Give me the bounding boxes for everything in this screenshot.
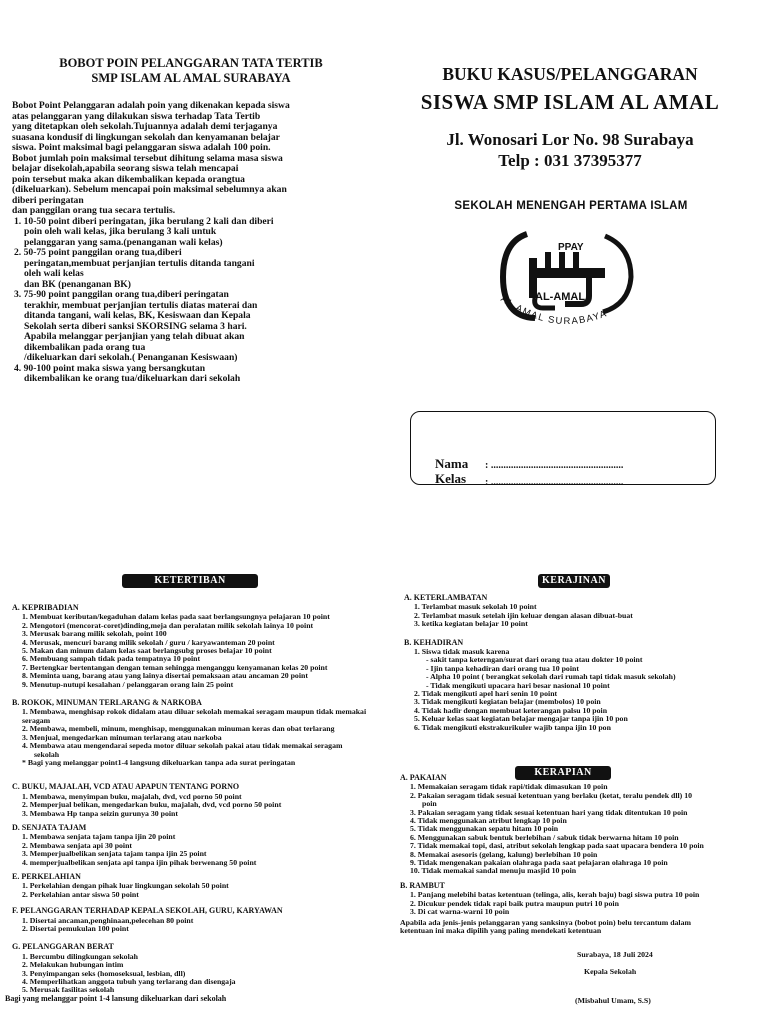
- list-item: 1. Membawa, menyimpan buku, majalah, dvd, vcd porno 50 point: [22, 791, 242, 801]
- section-heading: B. KEHADIRAN: [404, 637, 464, 647]
- signature-name: (Misbahul Umam, S.S): [575, 996, 651, 1005]
- step-line: dan BK (penanganan BK): [24, 278, 131, 290]
- list-item: 2. Mengotori (mencorat-coret)dinding,meja dan peralatan milik sekolah lainya 10 point: [22, 620, 314, 630]
- list-item: poin: [422, 799, 437, 809]
- intro-text: [12, 101, 372, 385]
- step-line: ditanda tangani, wali kelas, BK, Kesiswaan dan Kepala: [24, 310, 251, 321]
- list-item: 3. Penyimpangan seks (homoseksual, lesbian, dll): [22, 968, 186, 978]
- list-item: 9. Tidak mengenakan pakaian olahraga pada saat pelajaran olahraga 10 poin: [410, 858, 668, 868]
- section-heading: A. PAKAIAN: [400, 773, 447, 782]
- step-line: 2. 50-75 point panggilan orang tua,diberi: [14, 247, 182, 258]
- step-line: pelanggaran yang sama.(penanganan wali kelas): [24, 236, 223, 248]
- kelas-label: Kelas: [435, 471, 467, 486]
- intro-line: Bobot Point Pelanggaran adalah poin yang dikenakan kepada siswa: [12, 100, 290, 111]
- list-item: 3. Memperjualbelikan senjata tajam tanpa ijin 25 point: [22, 849, 207, 859]
- list-item: 5. Makan dan minum dalam kelas saat berlangsubg proses belajar 10 point: [22, 646, 272, 656]
- step-line: Apabila melanggar perjanjian yang telah dibuat akan: [24, 331, 245, 342]
- intro-line: yang ditetapkan oleh sekolah.Tujuannya adalah demi terjaganya: [12, 121, 278, 132]
- list-item: 4. Tidak hadir dengan membuat keterangan palsu 10 poin: [414, 705, 608, 715]
- list-item: 3. ketika kegiatan belajar 10 point: [414, 619, 528, 629]
- intro-line: diberi peringatan: [12, 194, 84, 206]
- section-heading: A. KETERLAMBATAN: [404, 593, 488, 602]
- section-heading: F. PELANGGARAN TERHADAP KEPALA SEKOLAH, GURU, KARYAWAN: [12, 906, 283, 916]
- list-item: - Alpha 10 point ( berangkat sekolah dari rumah tapi tidak masuk sekolah): [426, 672, 676, 682]
- list-item: 2. Melakukan hubungan intim: [22, 960, 124, 970]
- left-title: [12, 56, 370, 86]
- list-item: 4. Membawa atau mengendarai sepeda motor diluar sekolah pakai atau tidak memakai seragam: [22, 741, 343, 751]
- list-item: 3. Pakaian seragam yang tidak sesuai ketentuan hari yang tidak ditentukan 10 poin: [410, 807, 688, 817]
- list-item: 1. Membawa senjata tajam tanpa ijin 20 point: [22, 832, 176, 842]
- intro-line: poin tersebut maka akan dikembalikan kepada orangtua: [12, 173, 245, 185]
- logo-arc-text: AL AMAL SURABAYA: [498, 293, 610, 328]
- nama-field[interactable]: : .....................................................: [485, 460, 624, 471]
- section-heading: B. RAMBUT: [400, 880, 445, 890]
- list-item: 1. Memakaian seragam tidak rapi/tidak dimasukan 10 poin: [410, 782, 608, 792]
- kelas-field[interactable]: : .....................................................: [485, 477, 624, 488]
- list-item: 1. Perkelahian dengan pihak luar lingkungan sekolah 50 point: [22, 881, 229, 891]
- school-logo: [485, 222, 645, 332]
- list-item: 2. Memperjual belikan, mengedarkan buku, majalah, dvd, vcd porno 50 point: [22, 800, 282, 810]
- list-item: - sakit tanpa keterngan/surat dari orang tua atau dokter 10 point: [426, 655, 643, 665]
- list-item: 3. Tidak mengikuti kegiatan belajar (membolos) 10 poin: [414, 697, 601, 707]
- list-item: 3. Membawa Hp tanpa seizin gurunya 30 point: [22, 808, 178, 818]
- point-steps: [12, 217, 372, 385]
- list-item: 9. Menutup-nutupi kesalahan / pelanggaran orang lain 25 point: [22, 679, 234, 689]
- cover-title2: SISWA SMP ISLAM AL AMAL: [420, 90, 720, 114]
- signature-date: Surabaya, 18 Juli 2024: [577, 950, 653, 959]
- list-item: 2. Terlambat masuk setelah ijin keluar dengan alasan dibuat-buat: [414, 610, 633, 620]
- list-item: 6. Membuang sampah tidak pada tempatnya 10 point: [22, 654, 201, 664]
- list-item: 3. Di cat warna-warni 10 poin: [410, 907, 510, 917]
- kerajinan-section: [404, 590, 764, 732]
- ketertiban-band: KETERTIBAN: [122, 574, 258, 588]
- list-item: 4. memperjualbelikan senjata api tanpa ijin pihak berwenang 50 point: [22, 857, 257, 867]
- step-line: poin oleh wali kelas, jika berulang 3 kali untuk: [24, 226, 217, 237]
- step-line: 3. 75-90 point panggilan orang tua,diberi peringatan: [14, 289, 229, 300]
- section-heading: C. BUKU, MAJALAH, VCD ATAU APAPUN TENTANG PORNO: [12, 782, 240, 792]
- step-line: Sekolah serta diberi sanksi SKORSING selama 3 hari.: [24, 320, 247, 332]
- list-item: sekolah: [34, 749, 60, 759]
- step-line: 4. 90-100 point maka siswa yang bersangkutan: [14, 362, 206, 374]
- section-heading: E. PERKELAHIAN: [12, 871, 81, 881]
- list-item: 2. Disertai pemukulan 100 point: [22, 924, 129, 933]
- list-item: 4. Memperlihatkan anggota tubuh yang terlarang dan disengaja: [22, 977, 236, 987]
- intro-line: Bobot jumlah poin maksimal tersebut dihitung selama masa siswa: [12, 152, 283, 164]
- intro-paragraph: [12, 101, 372, 217]
- list-item: 10. Tidak memakai sandal menuju masjid 10 poin: [410, 866, 577, 876]
- step-line: oleh wali kelas: [24, 268, 84, 279]
- list-item: * Bagi yang melanggar point1-4 langsung dikeluarkan tanpa ada surat peringatan: [22, 757, 296, 767]
- kerajinan-band: KERAJINAN: [538, 574, 610, 588]
- kerapian-note: [400, 919, 764, 936]
- signature-role: Kepala Sekolah: [584, 967, 637, 976]
- list-item: 1. Membuat keributan/kegaduhan dalam kelas pada saat berlangsungnya pelajaran 10 point: [22, 612, 330, 622]
- intro-line: suasana kondusif di lingkungan sekolah dan kenyamanan belajar: [12, 131, 280, 143]
- list-item: 4. Merusak, mencuri barang milik sekolah / guru / karyawanteman 20 point: [22, 637, 275, 647]
- step-line: peringatan,membuat perjanjian tertulis ditanda tangani: [24, 257, 255, 269]
- list-item: 8. Meminta uang, barang atau yang lainya disertai pemaksaan atau ancaman 20 point: [22, 671, 308, 681]
- step-line: /dikeluarkan dari sekolah.( Penanganan Kesiswaan): [24, 352, 238, 363]
- intro-line: siswa. Point maksimal bagi pelanggaran siswa adalah 100 poin.: [12, 142, 271, 153]
- intro-line: atas pelanggaran yang dilakukan siswa terhadap Tata Tertib: [12, 110, 261, 122]
- list-item: 7. Tidak memakai topi, dasi, atribut sekolah lengkap pada saat upacara bendera 10 poin: [410, 841, 704, 851]
- kerapian-note-line1: Apabila ada jenis-jenis pelanggaran yang sanksinya (bobot poin) belu tercantum dalam: [400, 918, 691, 927]
- list-item: 6. Menggunakan sabuk bentuk berlebihan / sabuk tidak berwarna hitam 10 poin: [410, 832, 679, 842]
- step-line: dikembalikan pada orang tua: [24, 341, 146, 353]
- list-item: 1. Siswa tidak masuk karena: [414, 647, 510, 657]
- school-type: SEKOLAH MENENGAH PERTAMA ISLAM: [454, 200, 688, 212]
- step-line: terakhir, membuat perjanjian tertulis diatas materai dan: [24, 299, 258, 311]
- ketertiban-section: [12, 598, 392, 995]
- cover-address: Jl. Wonosari Lor No. 98 Surabaya: [446, 130, 694, 149]
- logo-top-text: PPAY: [558, 242, 584, 253]
- kerapian-section: [400, 770, 764, 917]
- step-line: 1. 10-50 point diberi peringatan, jika berulang 2 kali dan diberi: [14, 215, 274, 227]
- cover-phone: Telp : 031 37395377: [498, 151, 642, 170]
- list-item: 8. Memakai asesoris (gelang, kalung) berlebihan 10 poin: [410, 849, 598, 859]
- section-heading: D. SENJATA TAJAM: [12, 822, 87, 832]
- section-heading: G. PELANGGARAN BERAT: [12, 942, 114, 952]
- list-item: - Tidak mengikuti upacara hari besar nasional 10 point: [426, 680, 610, 690]
- list-item: 4. Tidak menggunakan atribut lengkap 10 poin: [410, 816, 567, 826]
- kerapian-note-line2: ketentuan ini maka dipilih yang paling mendekati ketentuan: [400, 926, 602, 936]
- left-title-line2: SMP ISLAM AL AMAL SURABAYA: [91, 71, 291, 85]
- list-item: 3. Merusak barang milik sekolah, point 100: [22, 629, 167, 639]
- list-item: 5. Tidak menggunakan sepatu hitam 10 poin: [410, 824, 559, 834]
- step-line: dikembalikan ke orang tua/dikeluarkan dari sekolah: [24, 373, 241, 384]
- list-item: 5. Merusak fasilitas sekolah: [22, 985, 115, 995]
- list-item: 1. Terlambat masuk sekolah 10 point: [414, 602, 537, 612]
- section-heading: A. KEPRIBADIAN: [12, 603, 79, 612]
- list-item: 1. Disertai ancaman,penghinaan,pelecehan 80 point: [22, 915, 194, 925]
- list-item: - Ijin tanpa kehadiran dari orang tua 10 point: [426, 663, 579, 673]
- list-item: 2. Membawa, membeli, minum, menghisap, menggunakan minuman keras dan obat terlarang: [22, 724, 335, 734]
- list-item: 2. Pakaian seragam tidak sesuai ketentuan yang berlaku (ketat, teralu pendek dll) 10: [410, 790, 693, 800]
- intro-line: (dikeluarkan). Sebelum mencapai poin maksimal sebelumnya akan: [12, 184, 287, 195]
- intro-line: belajar disekolah,apabila seorang siswa telah mencapai: [12, 163, 239, 174]
- list-item: 2. Perkelahian antar siswa 50 point: [22, 889, 139, 899]
- kerapian-band: KERAPIAN: [515, 766, 611, 780]
- left-title-line1: BOBOT POIN PELANGGARAN TATA TERTIB: [59, 56, 323, 70]
- list-item: 7. Bertengkar bertentangan dengan teman sehingga menganggu kenyamanan kelas 20 point: [22, 662, 328, 672]
- list-item: 2. Dicukur pendek tidak rapi baik putra maupun putri 10 poin: [410, 898, 619, 908]
- list-item: 5. Keluar kelas saat kegiatan belajar mengajar tanpa ijin 10 pon: [414, 714, 628, 724]
- list-item: 6. Tidak mengikuti ekstrakurikuler wajib tanpa ijin 10 pon: [414, 722, 611, 732]
- list-item: 1. Bercumbu dilingkungan sekolah: [22, 951, 138, 961]
- list-item: 1. Panjang melebihi batas ketentuan (telinga, alis, kerah baju) bagi siswa putra 10 poin: [410, 890, 700, 900]
- ketertiban-footer: Bagi yang melanggar point 1-4 lansung dikeluarkan dari sekolah: [5, 994, 227, 1003]
- list-item: 3. Menjual, mengedarkan minuman terlarang atau narkoba: [22, 732, 222, 742]
- cover-title1: BUKU KASUS/PELANGGARAN: [442, 64, 698, 84]
- list-item: 1. Membawa, menghisap rokok didalam atau diluar sekolah memakai seragam maupun tidak memakai seragam: [22, 707, 367, 725]
- section-heading: B. ROKOK, MINUMAN TERLARANG & NARKOBA: [12, 698, 202, 708]
- nama-label: Nama: [435, 456, 469, 471]
- logo-name-text: AL-AMAL: [535, 291, 586, 303]
- list-item: 2. Membawa senjata api 30 point: [22, 840, 133, 850]
- intro-line: dan panggilan orang tua secara tertulis.: [12, 205, 176, 216]
- list-item: 2. Tidak mengikuti apel hari senin 10 point: [414, 689, 558, 699]
